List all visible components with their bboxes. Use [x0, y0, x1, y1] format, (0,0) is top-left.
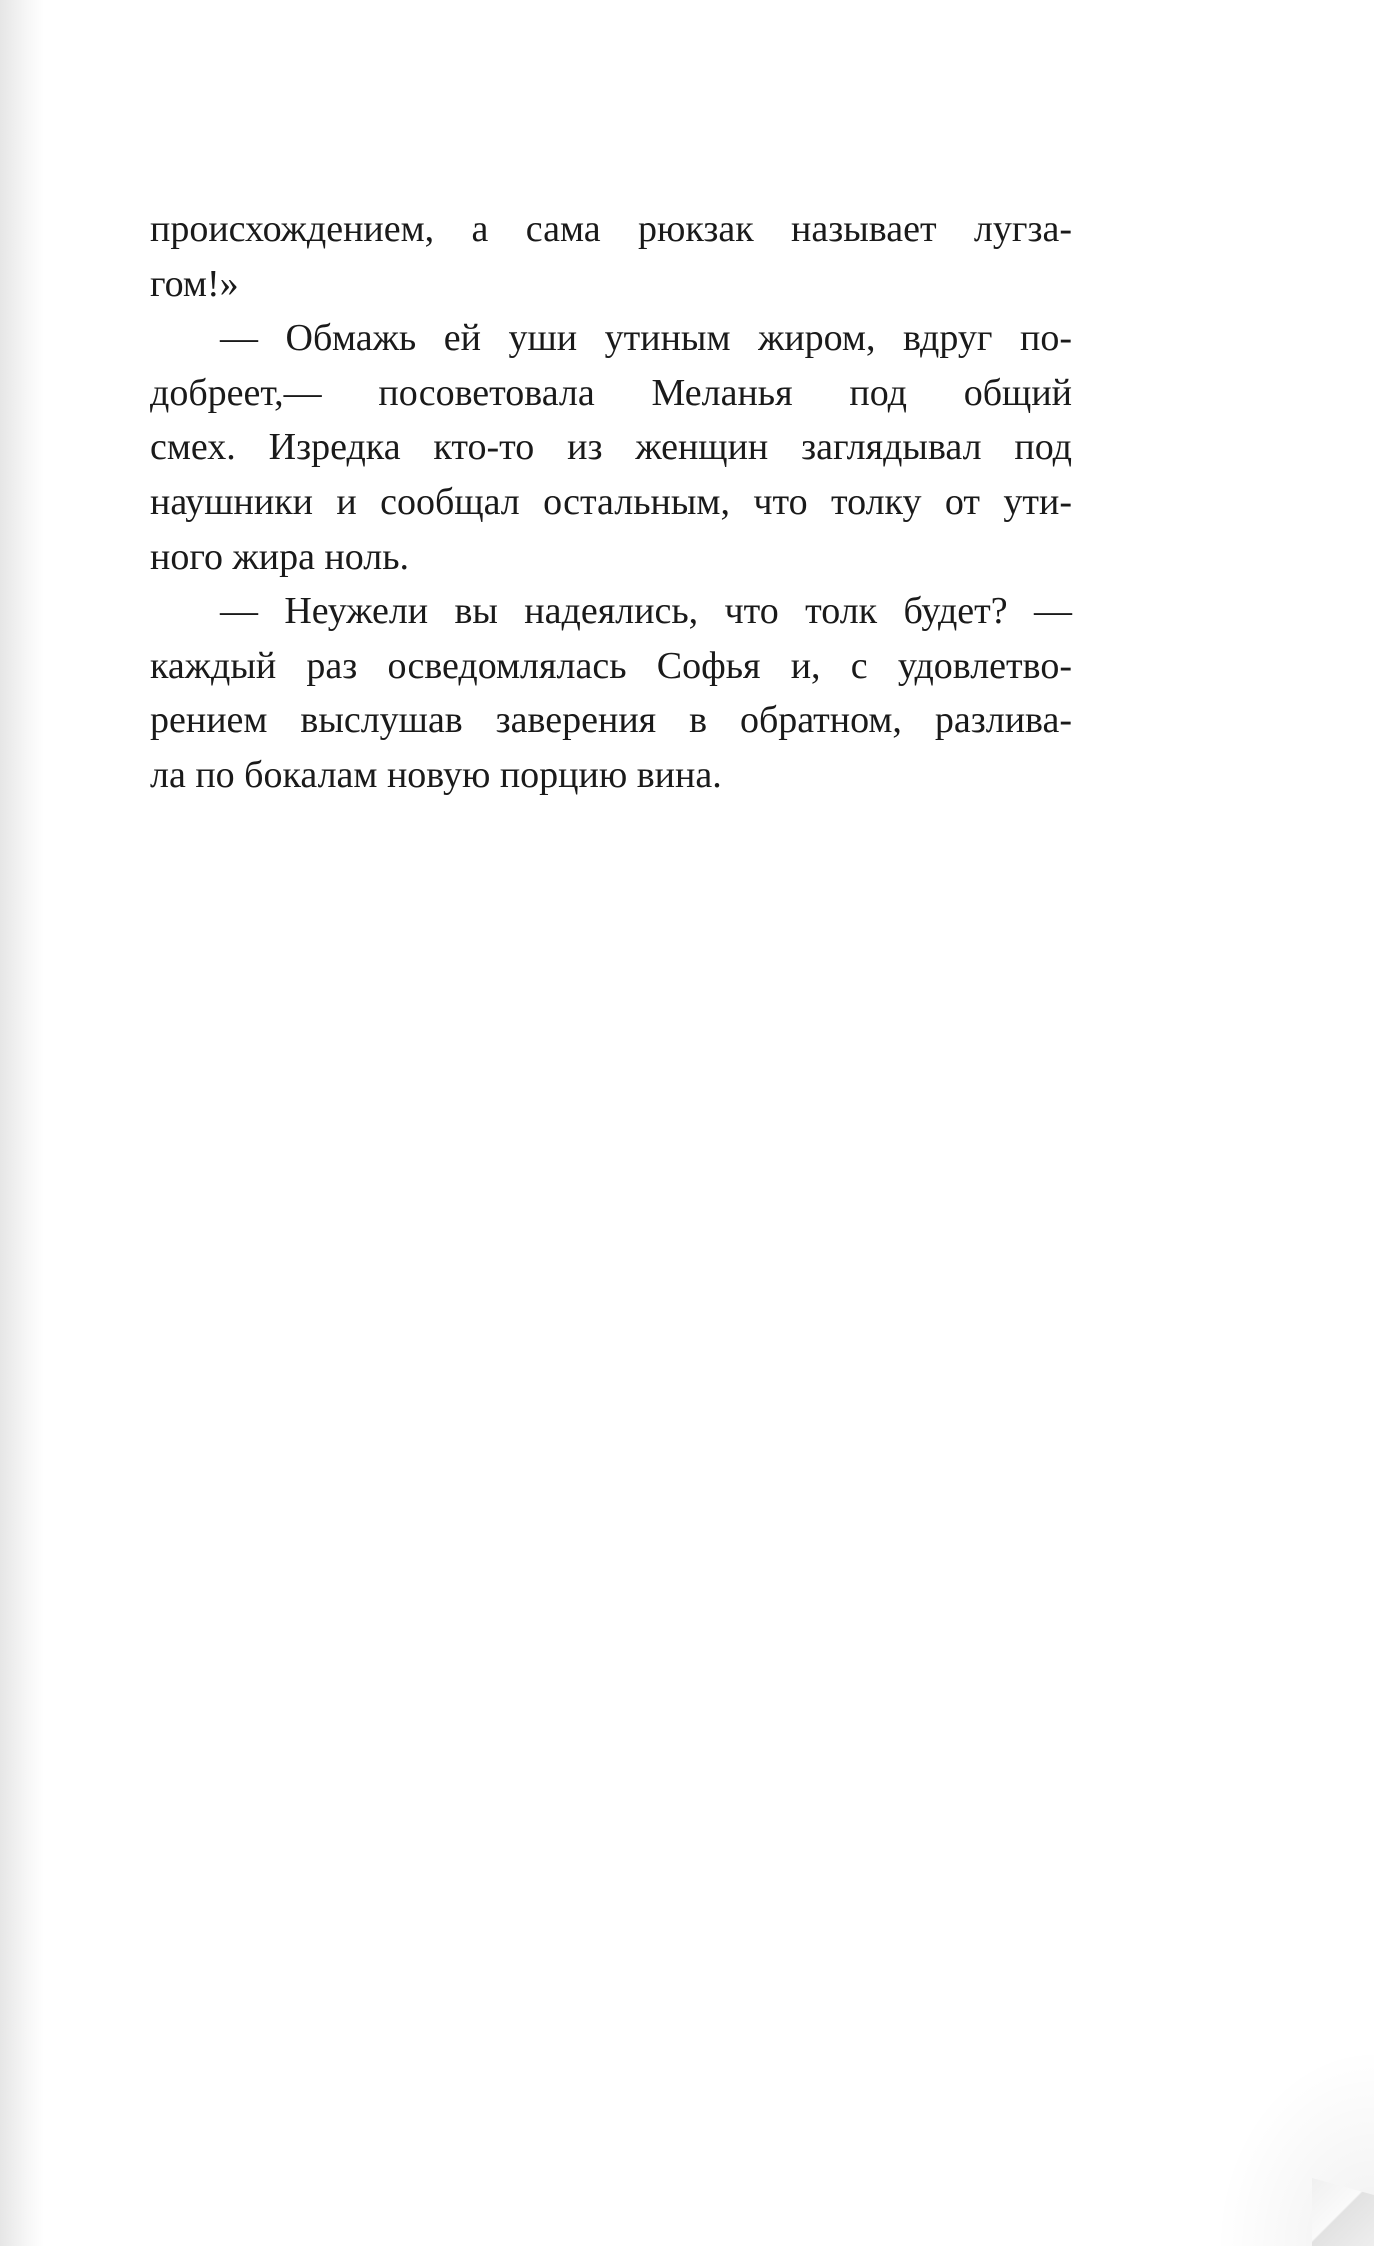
- text-line: наушники и сообщал остальным, что толку от ути-: [150, 480, 1072, 523]
- text-line: происхождением, а сама рюкзак называет лугза-: [150, 208, 1072, 250]
- text-line: ла по бокалам новую порцию вина.: [150, 753, 722, 796]
- text-line: — Обмажь ей уши утиным жиром, вдруг по-: [220, 317, 1072, 360]
- text-line: смех. Изредка кто-то из женщин заглядывал под: [150, 426, 1072, 469]
- book-page-text: [150, 202, 1072, 803]
- text-line: — Неужели вы надеялись, что толк будет? —: [220, 590, 1072, 633]
- text-line: ного жира ноль.: [150, 535, 410, 578]
- page-edge-shadow: [0, 0, 44, 2246]
- text-line: каждый раз осведомлялась Софья и, с удовлетво-: [150, 644, 1072, 687]
- text-line: добреет,— посоветовала Меланья под общий: [150, 371, 1072, 414]
- text-line: рением выслушав заверения в обратном, разлива-: [150, 699, 1072, 742]
- text-line: гом!»: [150, 262, 239, 305]
